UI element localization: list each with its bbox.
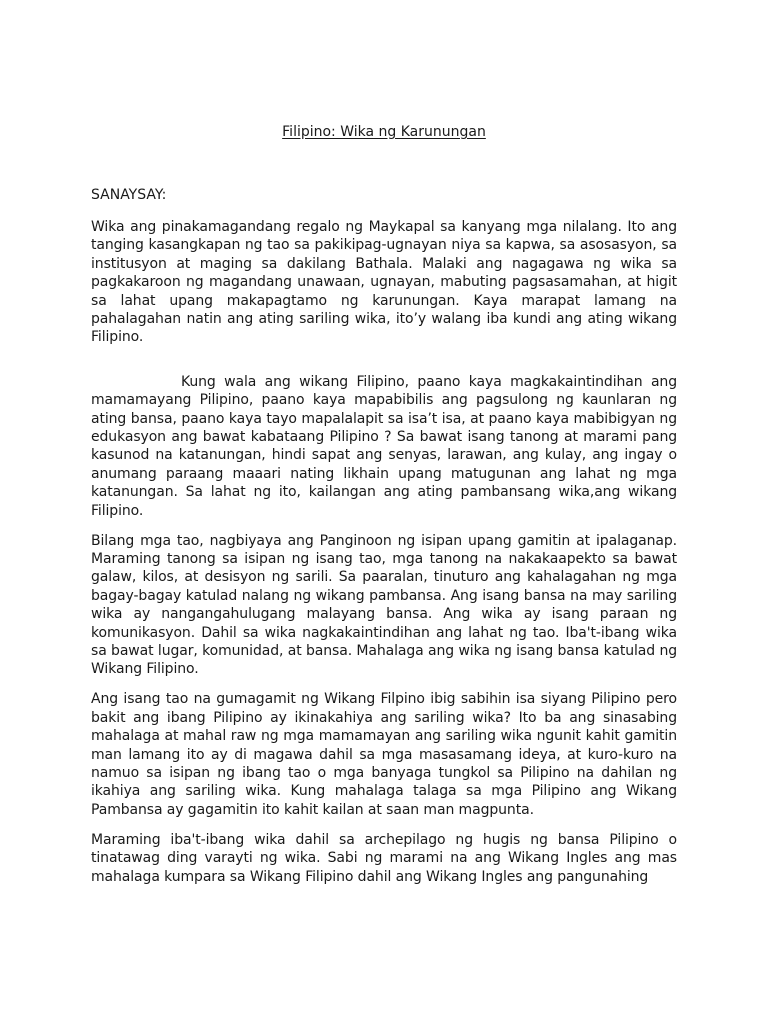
- paragraph-2: Kung wala ang wikang Filipino, paano kaya magkakaintindihan ang mamamayang Pilipino, paano kaya mapabibilis ang pagsulong ng kaunlaran ng ating bansa, paano kaya tayo mapalalapit sa isa’t isa, at paano kaya mabibigyan ng edukasyon ang bawat kabataang Pilipino ? Sa bawat isang tanong at marami pang kasunod na katanungan, hindi sapat ang senyas, larawan, ang kulay, ang ingay o anumang paraang maaari nating likhain upang matugunan ang lahat ng mga katanungan. Sa lahat ng ito, kailangan ang ating pambansang wika,ang wikang Filipino.: [91, 373, 677, 519]
- section-heading: SANAYSAY:: [91, 187, 167, 203]
- paragraph-3: Bilang mga tao, nagbiyaya ang Panginoon ng isipan upang gamitin at ipalaganap. Maraming tanong sa isipan ng isang tao, mga tanong na nakakaapekto sa bawat galaw, kilos, at desisyon ng sarili. Sa paaralan, tinuturo ang kahalagahan ng mga bagay-bagay katulad nalang ng wikang pambansa. Ang isang bansa na may sariling wika ay nangangahulugang malayang bansa. Ang wika ay isang paraan ng komunikasyon. Dahil sa wika nagkakaintindihan ang lahat ng tao. Iba't-ibang wika sa bawat lugar, komunidad, at bansa. Mahalaga ang wika ng isang bansa katulad ng Wikang Filipino.: [91, 532, 677, 678]
- paragraph-5: Maraming iba't-ibang wika dahil sa archepilago ng hugis ng bansa Pilipino o tinatawag ding varayti ng wika. Sabi ng marami na ang Wikang Ingles ang mas mahalaga kumpara sa Wikang Filipino dahil ang Wikang Ingles ang pangunahing: [91, 831, 677, 885]
- paragraph-4: Ang isang tao na gumagamit ng Wikang Filpino ibig sabihin isa siyang Pilipino pero bakit ang ibang Pilipino ay ikinakahiya ang sariling wika? Ito ba ang sinasabing mahalaga at mahal raw ng mga mamamayan ang sariling wika ngunit kahit gamitin man lamang ito ay di magawa dahil sa mga masasamang ideya, at kuro-kuro na namuo sa isipan ng ibang tao o mga banyaga tungkol sa Pilipino na dahilan ng ikahiya ang sariling wika. Kung mahalaga talaga sa mga Pilipino ang Wikang Pambansa ay gagamitin ito kahit kailan at saan man magpunta.: [91, 691, 677, 818]
- document-title: Filipino: Wika ng Karunungan: [282, 124, 486, 140]
- essay-body: [91, 218, 677, 897]
- paragraph-1: Wika ang pinakamagandang regalo ng Maykapal sa kanyang mga nilalang. Ito ang tanging kasangkapan ng tao sa pakikipag-ugnayan niya sa kapwa, sa asosasyon, sa institusyon at maging sa dakilang Bathala. Malaki ang nagagawa ng wika sa pagkakaroon ng magandang unawaan, ugnayan, mabuting pagsasamahan, at higit sa lahat upang makapagtamo ng karunungan. Kaya marapat lamang na pahalagahan natin ang ating sariling wika, ito’y walang iba kundi ang ating wikang Filipino.: [91, 219, 677, 346]
